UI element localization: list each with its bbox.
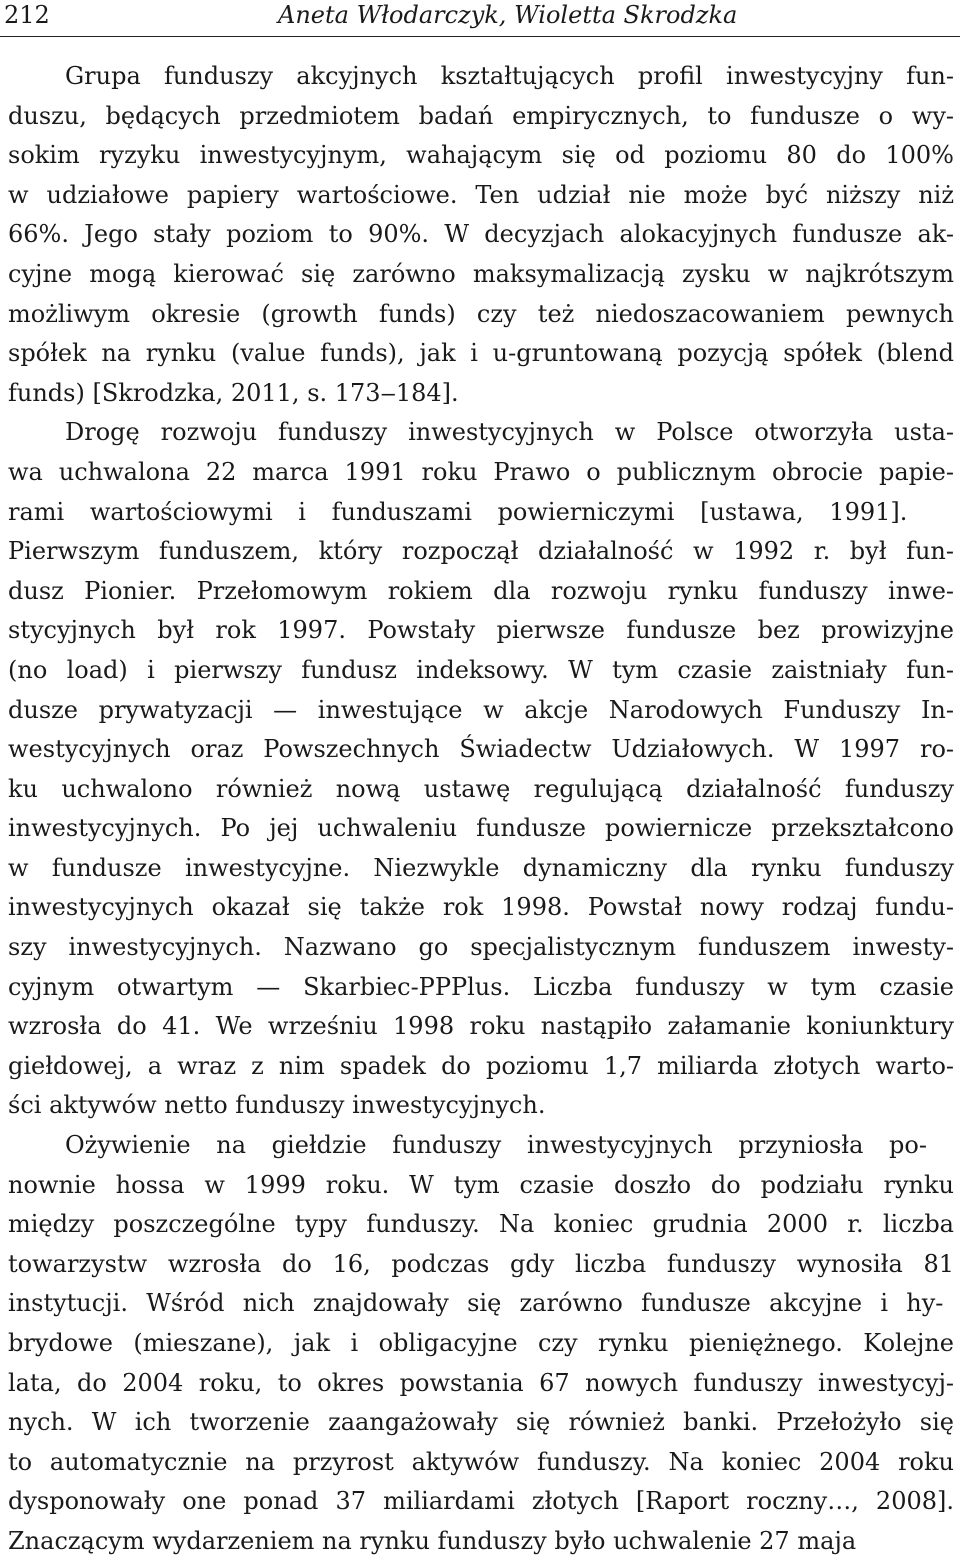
text-line: brydowe (mieszane), jak i obligacyjne czy rynku pieniężnego. Kolejne xyxy=(8,1329,954,1357)
text-line: w udziałowe papiery wartościowe. Ten udział nie może być niższy niż xyxy=(8,180,954,209)
text-line: ku uchwalono również nową ustawę regulującą działalność funduszy xyxy=(8,774,954,803)
text-line: inwestycyjnych okazał się także rok 1998. Powstał nowy rodzaj fundu- xyxy=(8,893,954,922)
text-line: nych. W ich tworzenie zaangażowały się również banki. Przełożyło się xyxy=(8,1408,954,1437)
text-line: 66%. Jego stały poziom to 90%. W decyzjach alokacyjnych fundusze ak- xyxy=(8,220,954,249)
text-line: wzrosła do 41. We wrześniu 1998 roku nastąpiło załamanie koniunktury xyxy=(8,1012,954,1041)
text-line: inwestycyjnych. Po jej uchwaleniu fundusze powiernicze przekształcono xyxy=(8,814,954,843)
text-line: giełdowej, a wraz z nim spadek do poziomu 1,7 miliarda złotych warto- xyxy=(8,1051,954,1080)
text-line: Pierwszym funduszem, który rozpoczął działalność w 1992 r. był fun- xyxy=(8,537,954,566)
text-line: Drogę rozwoju funduszy inwestycyjnych w Polsce otworzyła usta- xyxy=(65,418,954,447)
text-line: duszu, będących przedmiotem badań empirycznych, to fundusze o wy- xyxy=(8,101,954,130)
body-text xyxy=(8,57,954,1562)
text-line: to automatycznie na przyrost aktywów funduszy. Na koniec 2004 roku xyxy=(8,1447,954,1476)
text-line: ści aktywów netto funduszy inwestycyjnych. xyxy=(8,1091,546,1120)
text-line: szy inwestycyjnych. Nazwano go specjalistycznym funduszem inwesty- xyxy=(8,933,954,962)
text-line: dusz Pionier. Przełomowym rokiem dla rozwoju rynku funduszy inwe- xyxy=(8,576,954,605)
text-line: cyjnym otwartym — Skarbiec-PPPlus. Liczba funduszy w tym czasie xyxy=(8,972,954,1001)
text-line: wa uchwalona 22 marca 1991 roku Prawo o publicznym obrocie papie- xyxy=(8,457,954,486)
text-line: funds) [Skrodzka, 2011, s. 173‒184]. xyxy=(8,378,459,407)
text-line: w fundusze inwestycyjne. Niezwykle dynamiczny dla rynku funduszy xyxy=(8,853,954,882)
text-line: sokim ryzyku inwestycyjnym, wahającym się od poziomu 80 do 100% xyxy=(8,141,954,170)
header-rule xyxy=(0,36,960,37)
text-line: rami wartościowymi i funduszami powierniczymi [ustawa, 1991]. xyxy=(8,497,908,526)
text-line: towarzystw wzrosła do 16, podczas gdy liczba funduszy wynosiła 81 xyxy=(8,1249,954,1278)
page-number: 212 xyxy=(4,1,50,29)
running-head: Aneta Włodarczyk, Wioletta Skrodzka xyxy=(278,1,738,29)
text-line: lata, do 2004 roku, to okres powstania 67 nowych funduszy inwestycyj- xyxy=(8,1368,954,1397)
text-line: nownie hossa w 1999 roku. W tym czasie doszło do podziału rynku xyxy=(8,1170,954,1199)
text-line: cyjne mogą kierować się zarówno maksymalizacją zysku w najkrótszym xyxy=(8,259,954,288)
text-line: Ożywienie na giełdzie funduszy inwestycyjnych przyniosła po- xyxy=(65,1131,927,1160)
text-line: stycyjnych był rok 1997. Powstały pierwsze fundusze bez prowizyjne xyxy=(8,616,954,645)
text-line: (no load) i pierwszy fundusz indeksowy. W tym czasie zaistniały fun- xyxy=(8,655,954,684)
text-line: między poszczególne typy funduszy. Na koniec grudnia 2000 r. liczba xyxy=(8,1210,954,1239)
text-line: spółek na rynku (value funds), jak i u-gruntowaną pozycją spółek (blend xyxy=(8,339,954,368)
text-line: Grupa funduszy akcyjnych kształtujących profil inwestycyjny fun- xyxy=(65,62,954,90)
text-line: westycyjnych oraz Powszechnych Świadectw Udziałowych. W 1997 ro- xyxy=(8,735,954,764)
text-line: możliwym okresie (growth funds) czy też niedoszacowaniem pewnych xyxy=(8,299,954,328)
text-line: dysponowały one ponad 37 miliardami złotych [Raport roczny…, 2008]. xyxy=(8,1487,954,1516)
text-line: Znaczącym wydarzeniem na rynku funduszy było uchwalenie 27 maja xyxy=(8,1526,857,1555)
page-header xyxy=(0,0,960,38)
text-line: dusze prywatyzacji — inwestujące w akcje Narodowych Funduszy In- xyxy=(8,695,954,724)
text-line: instytucji. Wśród nich znajdowały się zarówno fundusze akcyjne i hy- xyxy=(8,1289,944,1318)
